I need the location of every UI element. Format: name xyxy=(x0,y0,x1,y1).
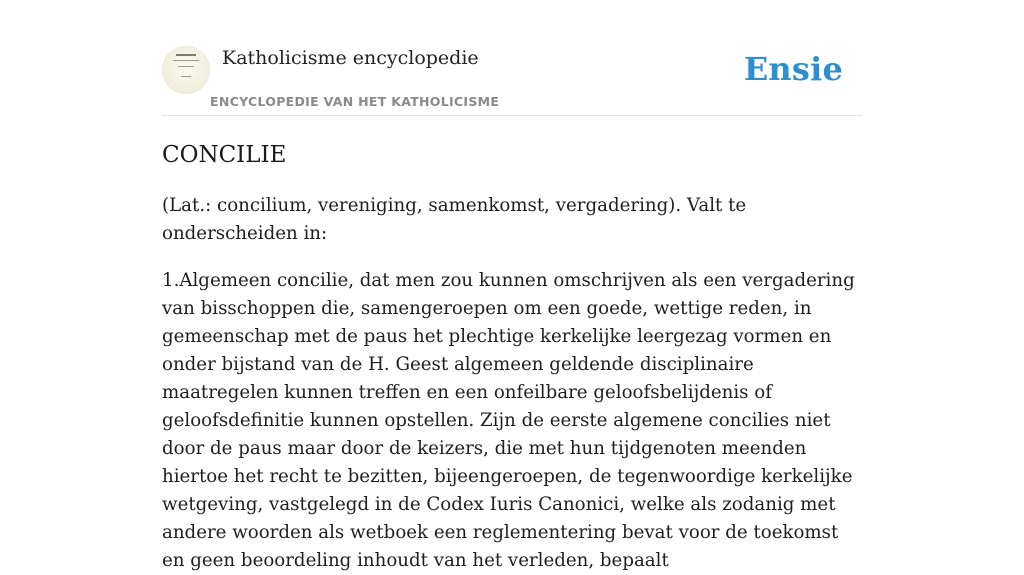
article-body xyxy=(162,192,862,575)
ensie-logo-link[interactable]: Ensie xyxy=(743,50,843,88)
book-cover-icon[interactable] xyxy=(162,46,210,94)
page xyxy=(162,0,862,575)
article-paragraph: 1.Algemeen concilie, dat men zou kunnen omschrijven als een vergadering van bisschoppen die, samengeroepen om een goede, wettige reden, in gemeenschap met de paus het plechtige kerkelijke leergezag vormen en onder bijstand van de H. Geest algemeen geldende disciplinaire maatregelen kunnen treffen en een onfeilbare geloofsbelijdenis of geloofsdefinitie kunnen opstellen. Zijn de eerste algemene concilies niet door de paus maar door de keizers, die met hun tijdgenoten meenden hiertoe het recht te bezitten, bijeengeroepen, de tegenwoordige kerkelijke wetgeving, vastgelegd in de Codex Iuris Canonici, welke als zodanig met andere woorden als wetboek een reglementering bevat voor de toekomst en geen beoordeling inhoudt van het verleden, bepaalt xyxy=(162,270,855,571)
article-title: CONCILIE xyxy=(162,142,287,168)
site-subtitle: ENCYCLOPEDIE VAN HET KATHOLICISME xyxy=(210,94,500,109)
site-title[interactable]: Katholicisme encyclopedie xyxy=(222,47,479,69)
article-paragraph: (Lat.: concilium, vereniging, samenkomst, vergadering). Valt te onderscheiden in: xyxy=(162,195,747,244)
site-header xyxy=(162,46,862,116)
